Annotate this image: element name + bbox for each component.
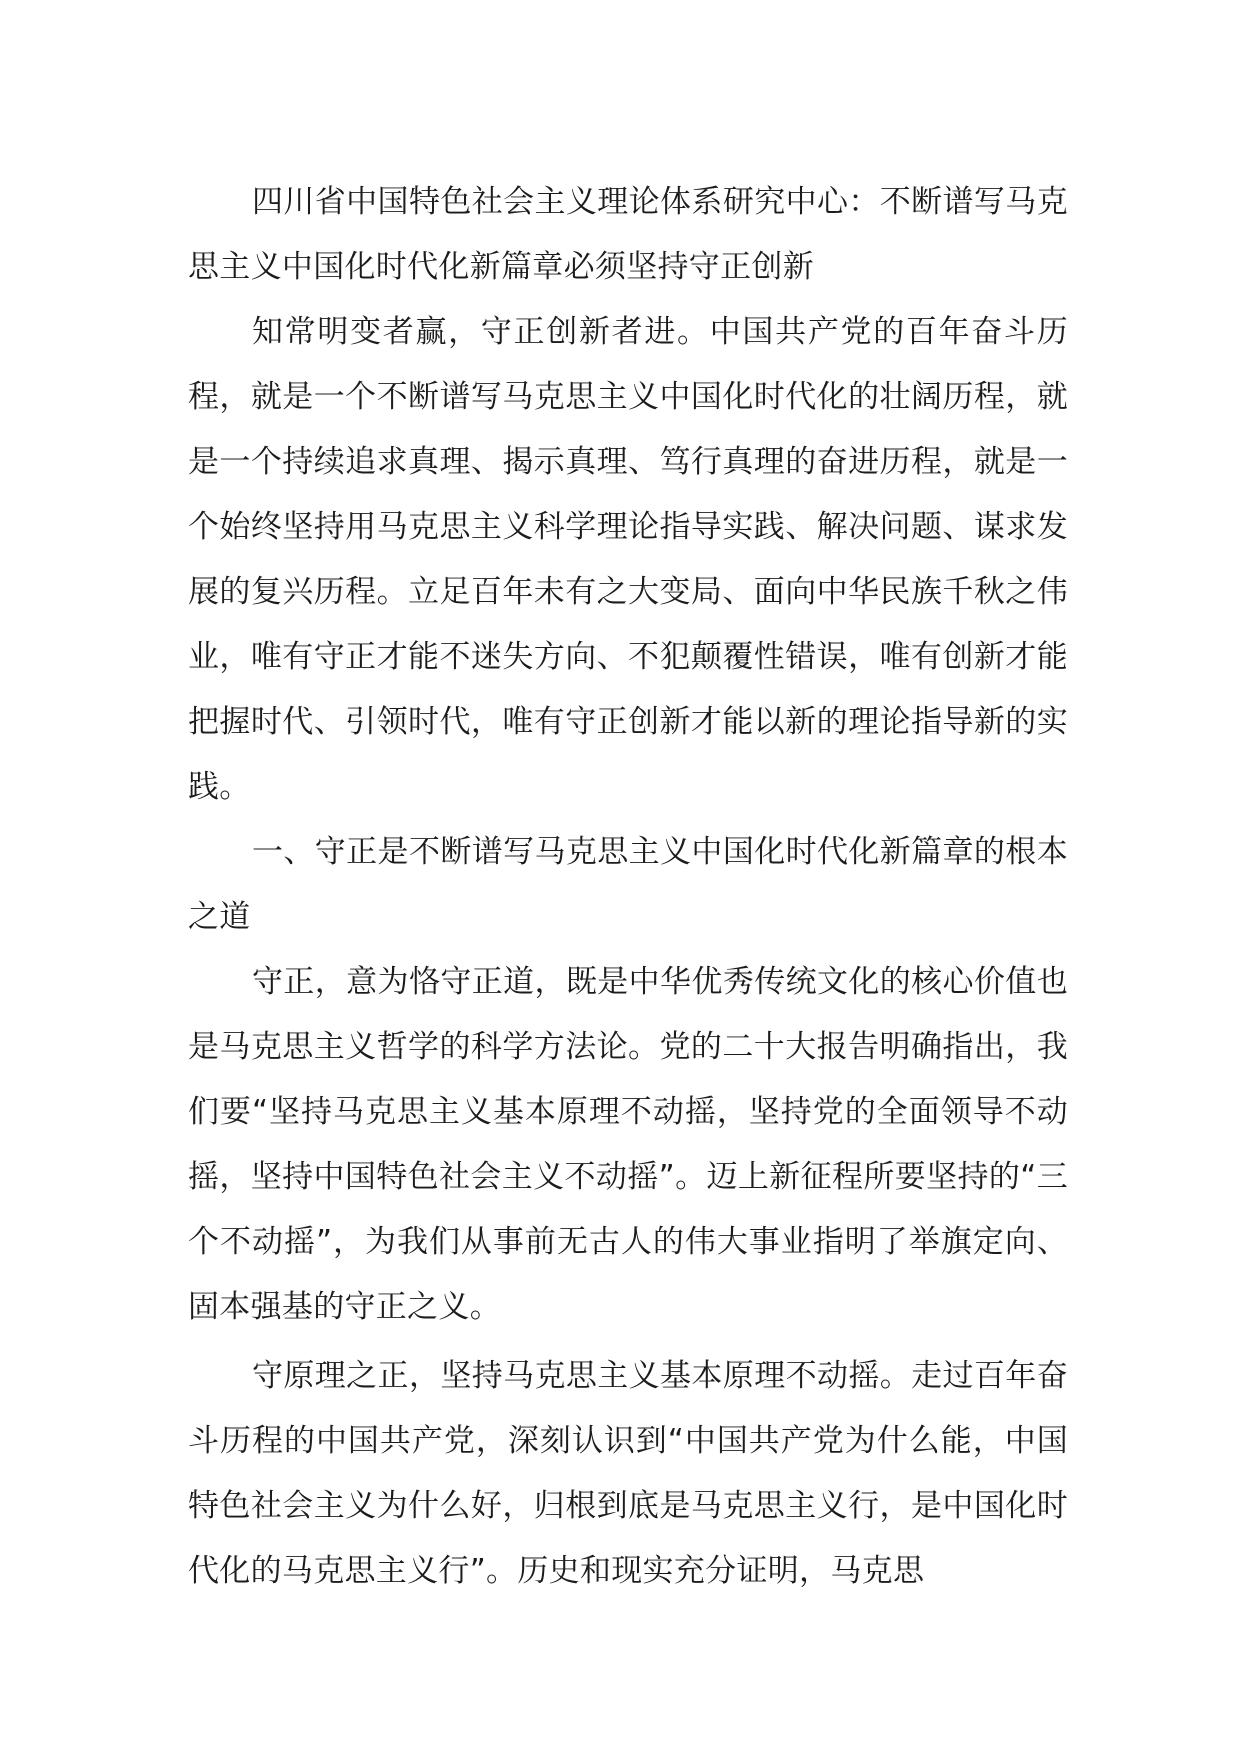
- document-title: 四川省中国特色社会主义理论体系研究中心：不断谱写马克思主义中国化时代化新篇章必须坚持守正创新: [188, 184, 1068, 285]
- intro-paragraph: 知常明变者赢，守正创新者进。中国共产党的百年奋斗历程，就是一个不断谱写马克思主义中国化时代化的壮阔历程，就是一个持续追求真理、揭示真理、笃行真理的奋进历程，就是一个始终坚持用马克思主义科学理论指导实践、解决问题、谋求发展的复兴历程。立足百年未有之大变局、面向中华民族千秋之伟业，唯有守正才能不迷失方向、不犯颠覆性错误，唯有创新才能把握时代、引领时代，唯有守正创新才能以新的理论指导新的实践。: [188, 314, 1068, 805]
- section-heading-1: 一、守正是不断谱写马克思主义中国化时代化新篇章的根本之道: [188, 834, 1068, 935]
- document-body: [188, 170, 1068, 1604]
- section-1-paragraph-1: 守正，意为恪守正道，既是中华优秀传统文化的核心价值也是马克思主义哲学的科学方法论。党的二十大报告明确指出，我们要“坚持马克思主义基本原理不动摇，坚持党的全面领导不动摇，坚持中国特色社会主义不动摇”。迈上新征程所要坚持的“三个不动摇”，为我们从事前无古人的伟大事业指明了举旗定向、固本强基的守正之义。: [188, 964, 1068, 1325]
- section-1-paragraph-2: 守原理之正，坚持马克思主义基本原理不动摇。走过百年奋斗历程的中国共产党，深刻认识到“中国共产党为什么能，中国特色社会主义为什么好，归根到底是马克思主义行，是中国化时代化的马克思主义行”。历史和现实充分证明，马克思: [188, 1358, 1068, 1589]
